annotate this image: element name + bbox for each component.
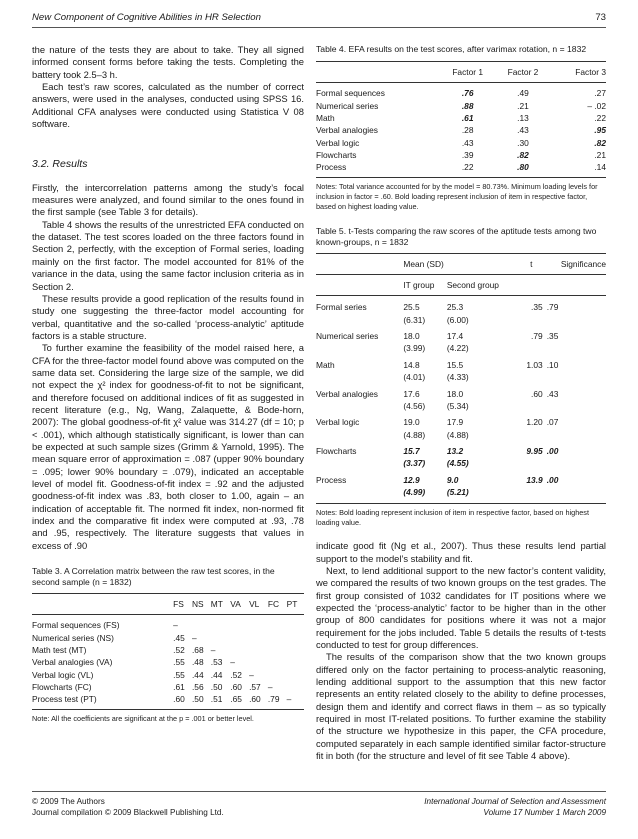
significance: .00 <box>546 445 559 456</box>
running-title: New Component of Cognitive Abilities in HR Selection <box>32 12 261 23</box>
t-value: .60 <box>531 388 543 399</box>
table-cell <box>268 632 287 644</box>
sd-value: (4.99) <box>403 486 426 497</box>
table-cell <box>287 615 304 632</box>
table-cell: .65 <box>230 694 242 705</box>
paragraph: To further examine the feasibility of the model raised here, a CFA for the three-factor model found above was computed on the same data set. Considering the large size of the sample, we did not expect the χ² index for goodness-of-fit to not be significant, and therefore focused on additional indices of fit as suggested in recent literature (e.g., Ng, Wang, Zalaquette, & Bode-horn, 2007): The global goodness-of-fit χ² value was 314.27 (df = 10; p < .001), which although statistically significant, is lower than can be expected at such sample sizes (Grimm & Yarnold, 1995). The mean square error of approximation = .087 (upper 90% boundary = .095; lower 90% boundary = .079), indicated an acceptable level of model fit. Goodness-of-fit index = .92 and the adjusted goodness-of-fit index was .83, both closer to 1.00, again – an indication of acceptable fit. The normed fit index, non-normed fit index and the comparative fit index were computed at .93, .78 and .95, respectively. The literature suggests that values in excess of .90 <box>32 342 304 551</box>
table-cell <box>287 632 304 644</box>
table-row <box>316 137 606 149</box>
table-cell: .22 <box>594 113 606 124</box>
sd-value: (4.56) <box>403 400 426 411</box>
row-label: Verbal logic (VL) <box>32 669 94 680</box>
sd-value: (6.31) <box>403 314 426 325</box>
table5 <box>316 253 606 501</box>
table-row-sd <box>316 457 606 471</box>
sd-value: (4.33) <box>446 372 469 383</box>
table-header-cell <box>316 62 440 83</box>
row-label: Verbal analogies (VA) <box>32 657 113 668</box>
row-label: Numerical series <box>316 331 379 342</box>
mean-it: 18.0 <box>403 331 420 342</box>
row-label: Math <box>316 113 335 124</box>
table-cell: .45 <box>173 632 185 643</box>
table-row <box>316 100 606 112</box>
table-cell: .60 <box>249 694 261 705</box>
row-label: Process test (PT) <box>32 694 97 705</box>
sd-value: (5.34) <box>446 400 469 411</box>
table-row <box>32 656 304 668</box>
table-row <box>316 161 606 173</box>
mean-it: 12.9 <box>403 474 420 485</box>
table-cell: .13 <box>517 113 529 124</box>
table-cell: .95 <box>594 125 606 136</box>
row-label: Verbal analogies <box>316 125 378 136</box>
table-cell: .22 <box>461 162 474 173</box>
table-cell: .28 <box>461 125 474 136</box>
table-cell: .44 <box>210 669 223 680</box>
paragraph: Each test’s raw scores, calculated as the number of correct answers, were used in the analyses, conducted using SPSS 16. Additional CFA analyses were conducted using Statistica V 08 software. <box>32 81 304 130</box>
mean-it: 14.8 <box>403 359 420 370</box>
table-header-cell: PT <box>286 599 298 610</box>
t-value: .79 <box>531 331 543 342</box>
table-cell: – <box>173 620 178 631</box>
table-header-row <box>316 62 606 83</box>
table-row <box>32 693 304 705</box>
table-cell <box>230 632 249 644</box>
paragraph: indicate good fit (Ng et al., 2007). Thus these results lend partial support to the model’s stability and fit. <box>316 540 606 564</box>
footer-rule <box>32 791 606 792</box>
row-label: Process <box>316 162 347 173</box>
footer-left <box>32 797 224 818</box>
empty-cell <box>316 314 403 328</box>
table-header-row <box>316 253 606 274</box>
table4 <box>316 61 606 174</box>
table-cell: .57 <box>249 682 261 693</box>
table-cell: .51 <box>210 694 223 705</box>
significance: .43 <box>546 388 559 399</box>
footer-volume: Volume 17 Number 1 March 2009 <box>483 807 606 817</box>
sd-value: (3.99) <box>403 343 426 354</box>
table-header-cell: IT group <box>403 280 435 291</box>
table-cell <box>249 656 268 668</box>
table-row <box>316 83 606 100</box>
mean-second: 13.2 <box>446 445 464 456</box>
empty-cell <box>520 342 543 356</box>
table-header-cell: FS <box>173 599 184 610</box>
mean-it: 25.5 <box>403 302 420 313</box>
row-label: Numerical series <box>316 100 379 111</box>
table3-block <box>32 566 304 724</box>
significance: .07 <box>546 417 559 428</box>
row-label: Verbal logic <box>316 137 360 148</box>
table-cell: .14 <box>594 162 606 173</box>
table3 <box>32 593 304 706</box>
table-row <box>316 328 606 342</box>
paragraph: Firstly, the intercorrelation patterns among the study’s focal measures were analyzed, and found similar to the ones found in the first sample (see Table 3 for details). <box>32 181 304 218</box>
table-cell <box>287 681 304 693</box>
table-cell: .60 <box>173 694 185 705</box>
table-cell <box>268 656 287 668</box>
table-cell <box>287 669 304 681</box>
table-cell: .82 <box>517 150 529 161</box>
empty-cell <box>520 429 543 443</box>
sd-value: (3.37) <box>403 458 426 469</box>
table-header-cell: VL <box>249 599 260 610</box>
table-header-cell: NS <box>191 599 204 610</box>
sd-value: (6.00) <box>446 314 469 325</box>
table-cell: .79 <box>267 694 280 705</box>
mean-second: 18.0 <box>446 388 464 399</box>
table-cell: .55 <box>173 657 185 668</box>
table-cell: .50 <box>210 682 223 693</box>
t-value: 1.03 <box>526 359 543 370</box>
mean-second: 15.5 <box>446 359 464 370</box>
header-rule <box>32 27 606 28</box>
mean-it: 15.7 <box>403 445 420 456</box>
table-cell: .52 <box>230 669 242 680</box>
table-cell <box>230 644 249 656</box>
empty-cell <box>543 342 606 356</box>
table-cell: .49 <box>517 88 529 99</box>
table-row <box>32 669 304 681</box>
section-heading: 3.2. Results <box>32 158 88 171</box>
table-cell: .50 <box>191 694 204 705</box>
table-header-cell: Factor 1 <box>452 67 484 77</box>
empty-cell <box>543 429 606 443</box>
table-cell: .43 <box>461 137 474 148</box>
table-cell: – <box>267 682 273 693</box>
table-row <box>316 414 606 428</box>
table-row <box>316 386 606 400</box>
sd-value: (4.22) <box>446 343 469 354</box>
mean-second: 17.4 <box>446 331 464 342</box>
table-cell: .21 <box>594 150 606 161</box>
table-header-cell: MT <box>210 599 223 610</box>
row-label: Flowcharts (FC) <box>32 682 92 693</box>
table-row <box>316 443 606 457</box>
empty-cell <box>520 400 543 414</box>
mean-second: 9.0 <box>446 474 459 485</box>
table-subheader-row <box>316 275 606 296</box>
table-cell: .30 <box>517 137 529 148</box>
table-cell: .44 <box>191 669 204 680</box>
table-cell: – <box>286 694 292 705</box>
table5-caption: Table 5. t-Tests comparing the raw scores of the aptitude tests among two known-groups, n = 1832 <box>316 225 597 247</box>
table-cell: .48 <box>191 657 204 668</box>
table-header-cell: Factor 2 <box>507 67 539 77</box>
empty-cell <box>543 400 606 414</box>
row-label: Verbal analogies <box>316 388 378 399</box>
paragraph: the nature of the tests they are about to take. They all signed informed consent forms before taking the tests. Completing the battery took 2.5–3 h. <box>32 44 304 80</box>
table-row <box>316 149 606 161</box>
row-label: Math <box>316 359 335 370</box>
row-label: Flowcharts <box>316 150 357 161</box>
table-header-cell: t <box>530 258 533 269</box>
t-value: 9.95 <box>526 445 543 456</box>
table-cell: .27 <box>594 88 606 99</box>
empty-cell <box>543 486 606 500</box>
table-row <box>316 357 606 371</box>
table-row <box>32 681 304 693</box>
table-cell: .21 <box>517 100 529 111</box>
table-cell <box>249 632 268 644</box>
footer-journal-name: International Journal of Selection and Assessment <box>424 797 606 806</box>
empty-cell <box>520 486 543 500</box>
row-label: Formal sequences (FS) <box>32 620 120 631</box>
table-cell: .82 <box>594 137 606 148</box>
sd-value: (5.21) <box>446 486 469 497</box>
table-cell <box>211 615 231 632</box>
empty-cell <box>316 429 403 443</box>
table-cell <box>287 644 304 656</box>
table-cell: – <box>249 669 254 680</box>
table-cell: .56 <box>191 682 204 693</box>
table-row <box>32 644 304 656</box>
table-cell <box>211 632 231 644</box>
table4-caption: Table 4. EFA results on the test scores, after varimax rotation, n = 1832 <box>316 44 587 54</box>
paragraph: Next, to lend additional support to the new factor’s content validity, we compared the results of two known groups on the test grades. The first group consisted of 1032 candidates for IT positions where we expected the ‘process-analytic’ factor to be higher than in the other group of 800 candidates for positions where it was not a major requirement for the jobs included. Table 5 details the results of t-tests conducted to test for group differences. <box>316 564 606 650</box>
table-cell <box>268 644 287 656</box>
t-value: .35 <box>531 302 543 313</box>
row-label: Process <box>316 474 347 485</box>
empty-cell <box>543 314 606 328</box>
table-cell: – <box>230 657 235 668</box>
table-cell: .60 <box>230 682 242 693</box>
table-row-sd <box>316 429 606 443</box>
table-cell: .52 <box>173 645 185 656</box>
table-row-sd <box>316 486 606 500</box>
table3-note: Note: All the coefficients are significant at the p = .001 or better level. <box>32 713 254 723</box>
significance: .10 <box>546 359 559 370</box>
significance: .35 <box>546 331 559 342</box>
right-column <box>316 44 606 762</box>
mean-it: 19.0 <box>403 417 420 428</box>
page-number: 73 <box>595 12 606 23</box>
mean-second: 17.9 <box>446 417 464 428</box>
paragraph: Table 4 shows the results of the unrestricted EFA conducted on the dataset. The test scores loaded on the three factors found in Section 2, perfectly, with the exception of Formal series, loading mainly on the first factor. The model accounted for 81% of the variance in the data, using the same factor inclusion criteria as in Section 2. <box>32 218 304 292</box>
empty-cell <box>543 371 606 385</box>
footer-journal-compilation: Journal compilation © 2009 Blackwell Publishing Ltd. <box>32 807 224 817</box>
row-label: Formal sequences <box>316 88 385 99</box>
table3-caption: Table 3. A Correlation matrix between the raw test scores, in the second sample (n = 1832) <box>32 566 275 588</box>
row-label: Numerical series (NS) <box>32 632 114 643</box>
table-cell: .80 <box>517 162 529 173</box>
table-row <box>316 112 606 124</box>
table-row <box>316 124 606 136</box>
table-cell: – .02 <box>587 100 606 111</box>
table5-block <box>316 226 606 529</box>
empty-cell <box>543 457 606 471</box>
table-cell: .53 <box>210 657 223 668</box>
table-header-cell: VA <box>230 599 241 610</box>
empty-cell <box>520 457 543 471</box>
table-header-cell: FC <box>267 599 280 610</box>
table-row-sd <box>316 371 606 385</box>
table-cell: – <box>210 645 216 656</box>
table-header-cell: Significance <box>560 258 606 269</box>
table4-note: Notes: Total variance accounted for by the model = 80.73%. Minimum loading levels for inclusion in factor = .60. Bold loading represent inclusion of item in respective factor, based on highest loading value. <box>316 181 598 211</box>
table-cell <box>287 656 304 668</box>
sd-value: (4.88) <box>446 429 469 440</box>
table5-note: Notes: Bold loading represent inclusion of item in respective factor, based on highest loading value. <box>316 508 589 528</box>
table4-block <box>316 44 606 212</box>
table-cell: .39 <box>461 150 474 161</box>
table-cell: – <box>191 632 197 643</box>
right-body <box>316 540 606 762</box>
table-header-row <box>32 594 304 615</box>
table-cell: .61 <box>173 682 185 693</box>
paragraph: The results of the comparison show that the two known groups differed only on the factor pertaining to process-analytic reasoning, lending additional support to the assumption that this new factor represents an entity related closely to the ability to define processes, design them and identify and correct flaws in them – as so typically required in most IT-related positions. To further examine the stability of the structure we hypothesize in this paper, the CFA procedure, computed separately in each sample identified similar factor-structure fit in both (for the structure and level of fit see Table 4 above). <box>316 651 606 762</box>
t-value: 13.9 <box>526 474 543 485</box>
table-cell <box>268 615 287 632</box>
empty-cell <box>520 371 543 385</box>
footer-right <box>424 797 606 818</box>
empty-cell <box>316 371 403 385</box>
table-cell <box>249 615 268 632</box>
table-row-sd <box>316 314 606 328</box>
table-cell <box>192 615 211 632</box>
footer-copyright: © 2009 The Authors <box>32 797 105 806</box>
significance: .79 <box>546 302 559 313</box>
table-cell: .55 <box>173 669 185 680</box>
table-cell: .61 <box>461 113 474 124</box>
table-row <box>32 615 304 632</box>
row-label: Math test (MT) <box>32 645 87 656</box>
empty-cell <box>316 486 403 500</box>
mean-it: 17.6 <box>403 388 420 399</box>
table-cell <box>249 644 268 656</box>
table-cell <box>268 669 287 681</box>
table-cell <box>230 615 249 632</box>
sd-value: (4.55) <box>446 458 469 469</box>
mean-second: 25.3 <box>446 302 464 313</box>
table-cell: .88 <box>461 100 474 111</box>
table-row-sd <box>316 400 606 414</box>
paragraph: These results provide a good replication of the results found in study one suggesting the three-factor model accounting for verbal, quantitative and the so-called ‘process-analytic’ aptitude factors is a stable structure. <box>32 292 304 341</box>
row-label: Flowcharts <box>316 445 357 456</box>
table-row <box>32 632 304 644</box>
empty-cell <box>520 314 543 328</box>
empty-cell <box>316 342 403 356</box>
row-label: Verbal logic <box>316 417 360 428</box>
table-header-cell: Mean (SD) <box>403 258 444 269</box>
table-cell: .43 <box>517 125 529 136</box>
sd-value: (4.88) <box>403 429 426 440</box>
empty-cell <box>316 457 403 471</box>
row-label: Formal series <box>316 302 367 313</box>
table-cell: .68 <box>191 645 204 656</box>
table-header-cell: Second group <box>446 280 499 291</box>
sd-value: (4.01) <box>403 372 426 383</box>
left-column <box>32 44 304 724</box>
t-value: 1.20 <box>526 417 543 428</box>
empty-cell <box>316 400 403 414</box>
table-cell: .76 <box>461 88 474 99</box>
table-row <box>316 472 606 486</box>
table-header-cell: Factor 3 <box>575 67 606 77</box>
table-row <box>316 296 606 314</box>
significance: .00 <box>546 474 559 485</box>
table-header-cell <box>32 594 173 615</box>
table-row-sd <box>316 342 606 356</box>
